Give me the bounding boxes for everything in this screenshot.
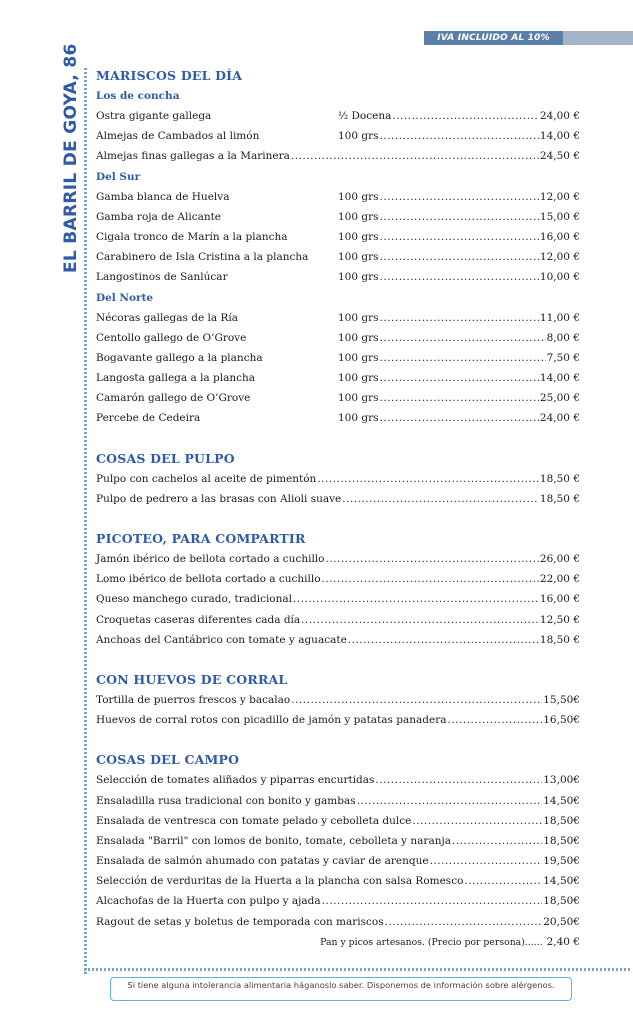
menu-item-name: Lomo ibérico de bellota cortado a cuchillo [96,573,321,586]
subsection-title-sur: Del Sur [96,170,141,183]
menu-item-price: 13,00€ [543,774,580,787]
menu-item-price: 12,50 € [539,613,580,626]
menu-item-name: Percebe de Cedeira [96,412,201,425]
menu-item-row [96,368,580,388]
menu-item-price: 14,50€ [543,794,580,807]
dot-leader [380,187,539,207]
menu-item-price: 26,00 € [539,553,580,565]
menu-item-quantity: 100 grs [338,351,379,364]
list-pulpo [96,469,580,509]
menu-item-row [96,791,580,811]
menu-item-name: Pulpo de pedrero a las brasas con Alioli suave [96,492,342,505]
menu-item-price: 14,00 € [539,130,580,143]
menu-item-price: 24,50 € [539,150,580,163]
dot-leader [380,308,539,328]
menu-item-row [96,891,580,911]
list-concha [96,106,580,167]
menu-item-price: 15,50€ [543,693,580,706]
menu-item-name: Selección de tomates aliñados y piparras encurtidas [96,774,375,787]
menu-item-name: Gamba blanca de Huelva [96,190,230,203]
list-picoteo [96,549,580,650]
dot-leader [380,247,539,267]
menu-item-row [96,348,580,368]
menu-item-quantity: 100 grs [338,210,379,223]
dot-leader [385,912,543,932]
menu-item-quantity: 100 grs [338,251,379,264]
menu-item-name: Ragout de setas y boletus de temporada con mariscos [96,915,384,928]
dot-leader [301,610,539,630]
dot-leader [448,710,543,730]
side-title-wrap [58,43,84,273]
menu-item-name: Centollo gallego de O’Grove [96,331,247,344]
menu-item-name: Ensalada de salmón ahumado con patatas y caviar de arenque [96,855,429,868]
menu-item-name: Pulpo con cachelos al aceite de pimentón [96,472,317,485]
menu-item-quantity: 100 grs [338,271,379,284]
menu-item-price: 16,50€ [543,714,580,727]
menu-item-price: 10,00 € [539,271,580,284]
menu-item-row [96,247,580,267]
menu-item-price: 11,00 € [539,311,580,324]
menu-item-name: Carabinero de Isla Cristina a la plancha [96,251,309,264]
menu-item-name: Alcachofas de la Huerta con pulpo y ajada [96,895,321,908]
dot-leader [291,146,539,166]
menu-item-row [96,851,580,871]
section-title-mariscos: MARISCOS DEL DÍA [96,68,243,83]
subsection-title-norte: Del Norte [96,291,154,304]
list-norte [96,308,580,429]
menu-item-price: 15,00 € [539,210,580,223]
menu-item-price: 16,00 € [539,593,580,606]
list-huevos [96,690,580,730]
menu-item-row [96,912,580,932]
menu-item-quantity: 100 grs [338,190,379,203]
dot-leader [380,368,539,388]
menu-item-quantity: 100 grs [338,130,379,143]
menu-item-row [96,690,580,710]
menu-item-name: Gamba roja de Alicante [96,210,222,223]
iva-banner: IVA INCLUIDO AL 10% [424,31,563,45]
menu-item-row [96,770,580,790]
dot-leader [293,589,539,609]
dot-leader [325,549,538,569]
menu-item-price: 24,00 € [539,412,580,425]
restaurant-name-vertical: EL BARRIL DE GOYA, 86 [61,43,81,273]
menu-item-name: Anchoas del Cantábrico con tomate y aguacate [96,633,347,646]
section-title-campo: COSAS DEL CAMPO [96,752,240,768]
menu-item-name: Croquetas caseras diferentes cada día [96,613,301,626]
list-sur [96,187,580,288]
menu-item-row [96,610,580,630]
menu-item-name: Selección de verduritas de la Huerta a la plancha con salsa Romesco [96,875,464,888]
menu-item-name: Ensalada "Barril" con lomos de bonito, tomate, cebolleta y naranja [96,834,451,847]
spacer [96,429,580,449]
menu-item-name: Ensaladilla rusa tradicional con bonito y gambas [96,794,356,807]
menu-content [96,66,580,952]
menu-item-name: Tortilla de puerros frescos y bacalao [96,693,291,706]
menu-item-row [96,489,580,509]
dot-leader [348,630,539,650]
horizontal-dotted-rule [84,968,632,971]
menu-item-row [96,469,580,489]
menu-item-quantity: 100 grs [338,230,379,243]
dot-leader [357,791,543,811]
menu-item-row [96,308,580,328]
menu-item-price: 22,00 € [539,573,580,586]
dot-leader [430,851,543,871]
menu-item-price: 14,00 € [539,372,580,385]
menu-item-quantity: 100 grs [338,331,379,344]
menu-item-name: Langostinos de Sanlúcar [96,271,228,284]
dot-leader [291,690,542,710]
menu-item-quantity: 100 grs [338,412,379,425]
menu-item-row [96,831,580,851]
dot-leader [380,328,546,348]
dot-leader [380,267,539,287]
dot-leader [380,207,539,227]
menu-item-name: Queso manchego curado, tradicional [96,593,293,606]
menu-item-row [96,227,580,247]
menu-item-name: Almejas de Cambados al limón [96,130,260,143]
dot-leader [375,770,542,790]
section-title-huevos: CON HUEVOS DE CORRAL [96,671,288,687]
list-campo [96,770,580,932]
allergen-notice: Si tiene alguna intolerancia alimentaria háganoslo saber. Disponemos de información sobre alérgenos. [110,977,572,1001]
bread-label: Pan y picos artesanos. (Precio por persona)...... [320,936,543,948]
spacer [96,509,580,529]
vertical-dotted-rule [84,68,87,974]
dot-leader [380,126,539,146]
menu-item-price: 24,00 € [539,110,580,122]
menu-item-row [96,207,580,227]
subsection-title-concha: Los de concha [96,90,180,102]
menu-item-quantity: 100 grs [338,392,379,405]
dot-leader [452,831,542,851]
menu-item-name: Bogavante gallego a la plancha [96,351,263,364]
menu-item-price: 12,00 € [539,251,580,264]
menu-item-price: 18,50€ [543,814,580,827]
menu-item-name: Nécoras gallegas de la Ría [96,311,238,324]
menu-item-price: 7,50 € [546,351,580,364]
spacer [96,650,580,670]
menu-item-price: 18,50 € [539,492,580,505]
dot-leader [380,408,539,428]
menu-item-row [96,630,580,650]
menu-item-row [96,871,580,891]
section-title-picoteo: PICOTEO, PARA COMPARTIR [96,531,306,546]
menu-item-name: Ostra gigante gallega [96,110,212,122]
menu-item-quantity: ½ Docena [338,110,392,122]
bread-row [96,932,580,952]
dot-leader [380,348,546,368]
menu-item-name: Ensalada de ventresca con tomate pelado y cebolleta dulce [96,814,412,827]
menu-item-row [96,549,580,569]
menu-item-name: Langosta gallega a la plancha [96,372,256,385]
dot-leader [380,388,539,408]
menu-item-row [96,267,580,287]
menu-item-row [96,589,580,609]
menu-item-price: 20,50€ [543,915,580,928]
dot-leader [322,891,543,911]
menu-item-price: 25,00 € [539,392,580,405]
dot-leader [392,106,539,126]
menu-item-row [96,328,580,348]
menu-item-row [96,710,580,730]
menu-item-name: Camarón gallego de O’Grove [96,392,251,405]
section-title-pulpo: COSAS DEL PULPO [96,450,235,466]
menu-item-row [96,408,580,428]
menu-item-price: 14,50€ [543,875,580,888]
dot-leader [380,227,539,247]
bread-price: 2,40 € [546,935,580,948]
menu-item-price: 18,50 € [539,633,580,646]
dot-leader [317,469,539,489]
menu-item-name: Cigala tronco de Marín a la plancha [96,230,288,243]
menu-item-row [96,106,580,126]
menu-item-name: Jamón ibérico de bellota cortado a cuchillo [96,553,325,565]
menu-item-row [96,146,580,166]
menu-item-row [96,811,580,831]
menu-item-name: Huevos de corral rotos con picadillo de jamón y patatas panadera [96,714,447,727]
menu-item-row [96,569,580,589]
menu-item-price: 18,50 € [539,472,580,485]
menu-item-row [96,388,580,408]
menu-item-price: 18,50€ [543,834,580,847]
menu-item-price: 8,00 € [546,331,580,344]
menu-item-price: 12,00 € [539,190,580,203]
menu-item-row [96,187,580,207]
menu-item-price: 18,50€ [543,895,580,908]
menu-item-quantity: 100 grs [338,372,379,385]
menu-item-row [96,126,580,146]
menu-item-quantity: 100 grs [338,311,379,324]
dot-leader [412,811,542,831]
menu-item-name: Almejas finas gallegas a la Marinera [96,150,290,163]
menu-item-price: 19,50€ [543,855,580,868]
dot-leader [464,871,542,891]
dot-leader [342,489,539,509]
spacer [96,730,580,750]
dot-leader [322,569,539,589]
menu-item-price: 16,00 € [539,230,580,243]
